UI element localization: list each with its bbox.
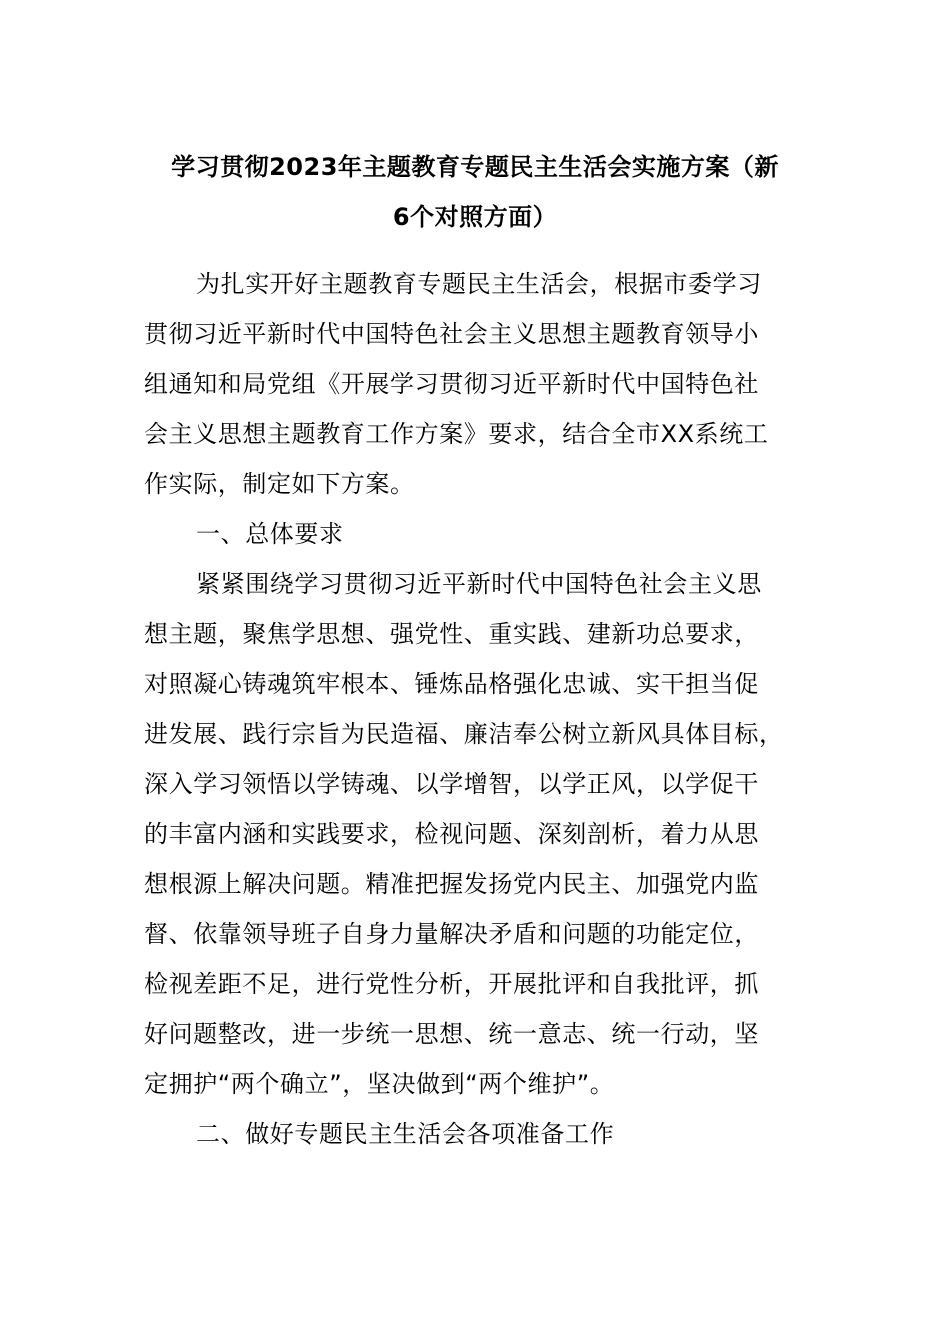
paragraph-requirements-line-10: 好问题整改，进一步统一思想、统一意志、统一行动，坚 [144, 1020, 759, 1048]
paragraph-requirements-line-7: 想根源上解决问题。精准把握发扬党内民主、加强党内监 [144, 870, 759, 898]
section-heading-1: 一、总体要求 [196, 520, 344, 548]
paragraph-requirements-line-5: 深入学习领悟以学铸魂、以学增智，以学正风，以学促干 [144, 770, 759, 798]
paragraph-intro-line-2: 贯彻习近平新时代中国特色社会主义思想主题教育领导小 [144, 320, 759, 348]
paragraph-intro-line-5: 作实际，制定如下方案。 [144, 470, 415, 498]
paragraph-requirements-line-8: 督、依靠领导班子自身力量解决矛盾和问题的功能定位， [144, 920, 759, 948]
paragraph-requirements-line-6: 的丰富内涵和实践要求，检视问题、深刻剖析，着力从思 [144, 820, 759, 848]
paragraph-intro-line-1: 为扎实开好主题教育专题民主生活会，根据市委学习 [196, 270, 762, 298]
paragraph-requirements-line-9: 检视差距不足，进行党性分析，开展批评和自我批评，抓 [144, 970, 759, 998]
section-heading-2: 二、做好专题民主生活会各项准备工作 [196, 1120, 615, 1148]
paragraph-requirements-line-2: 想主题，聚焦学思想、强党性、重实践、建新功总要求， [144, 620, 759, 648]
paragraph-requirements-line-11: 定拥护“两个确立”，坚决做到“两个维护”。 [144, 1070, 615, 1098]
paragraph-intro-line-3: 组通知和局党组《开展学习贯彻习近平新时代中国特色社 [144, 370, 759, 398]
paragraph-requirements-line-1: 紧紧围绕学习贯彻习近平新时代中国特色社会主义思 [196, 570, 762, 598]
paragraph-intro-line-4: 会主义思想主题教育工作方案》要求，结合全市XX系统工 [144, 420, 769, 448]
document-title-line-1: 学习贯彻2023年主题教育专题民主生活会实施方案（新 [171, 153, 779, 181]
paragraph-requirements-line-3: 对照凝心铸魂筑牢根本、锤炼品格强化忠诚、实干担当促 [144, 670, 759, 698]
paragraph-requirements-line-4: 进发展、践行宗旨为民造福、廉洁奉公树立新风具体目标， [144, 720, 784, 748]
document-title-line-2: 6个对照方面） [392, 203, 558, 231]
